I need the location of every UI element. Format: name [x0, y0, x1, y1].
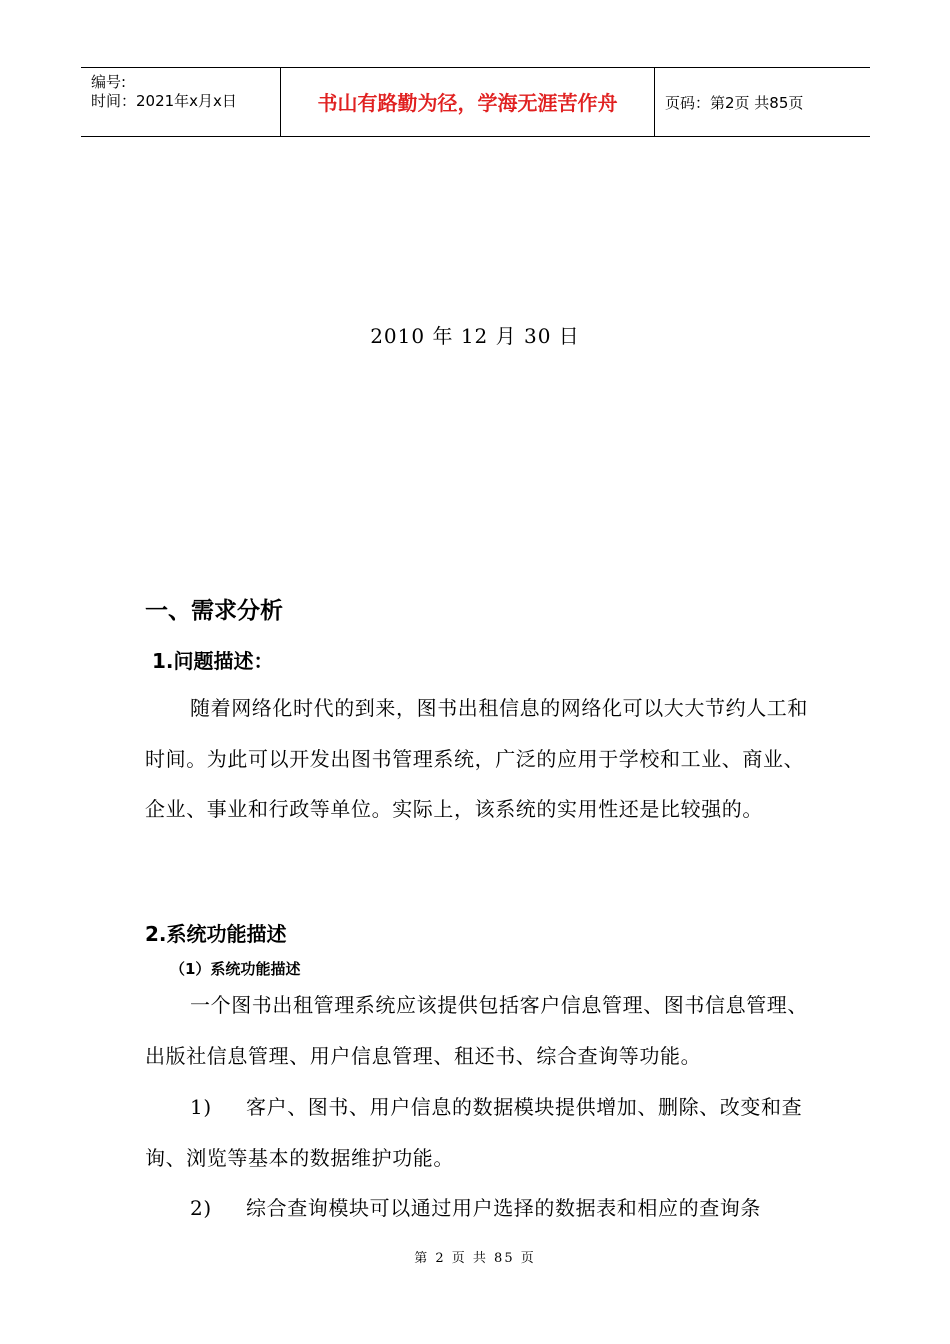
header-page-info: 页码：第2页 共85页	[665, 94, 804, 112]
paragraph-text: 随着网络化时代的到来，图书出租信息的网络化可以大大节约人工和时间。为此可以开发出图书管理系统，广泛的应用于学校和工业、商业、企业、事业和行政等单位。实际上，该系统的实用性还是比较强的。	[145, 696, 808, 822]
section-heading-requirements: 一、需求分析	[145, 598, 283, 624]
document-time-label: 时间：2021年x月x日	[91, 92, 237, 110]
document-date: 2010 年 12 月 30 日	[370, 324, 580, 348]
list-item-number: 2)	[190, 1196, 212, 1220]
paragraph-problem-description	[145, 683, 810, 835]
list-item-text: 综合查询模块可以通过用户选择的数据表和相应的查询条	[246, 1196, 761, 1220]
subsubheading-system-functions: （1）系统功能描述	[170, 960, 301, 978]
document-number-label: 编号:	[91, 73, 127, 91]
subheading-system-functions: 2.系统功能描述	[145, 922, 287, 946]
header-motto-cell	[281, 68, 655, 136]
list-item-text: 客户、图书、用户信息的数据模块提供增加、删除、改变和查询、浏览等基本的数据维护功能。	[145, 1095, 803, 1170]
header-motto: 书山有路勤为径，学海无涯苦作舟	[317, 91, 618, 115]
list-item-1	[145, 1082, 810, 1183]
list-item-number: 1)	[190, 1095, 212, 1119]
page-header	[81, 67, 870, 137]
list-item-2	[145, 1183, 810, 1234]
paragraph-system-functions	[145, 980, 810, 1081]
page-footer: 第 2 页 共 85 页	[414, 1251, 536, 1266]
header-page-cell	[655, 68, 870, 136]
paragraph-text: 一个图书出租管理系统应该提供包括客户信息管理、图书信息管理、出版社信息管理、用户信息管理、租还书、综合查询等功能。	[145, 993, 808, 1068]
subheading-problem-description: 1.问题描述：	[152, 649, 274, 673]
header-meta-cell	[81, 68, 281, 136]
